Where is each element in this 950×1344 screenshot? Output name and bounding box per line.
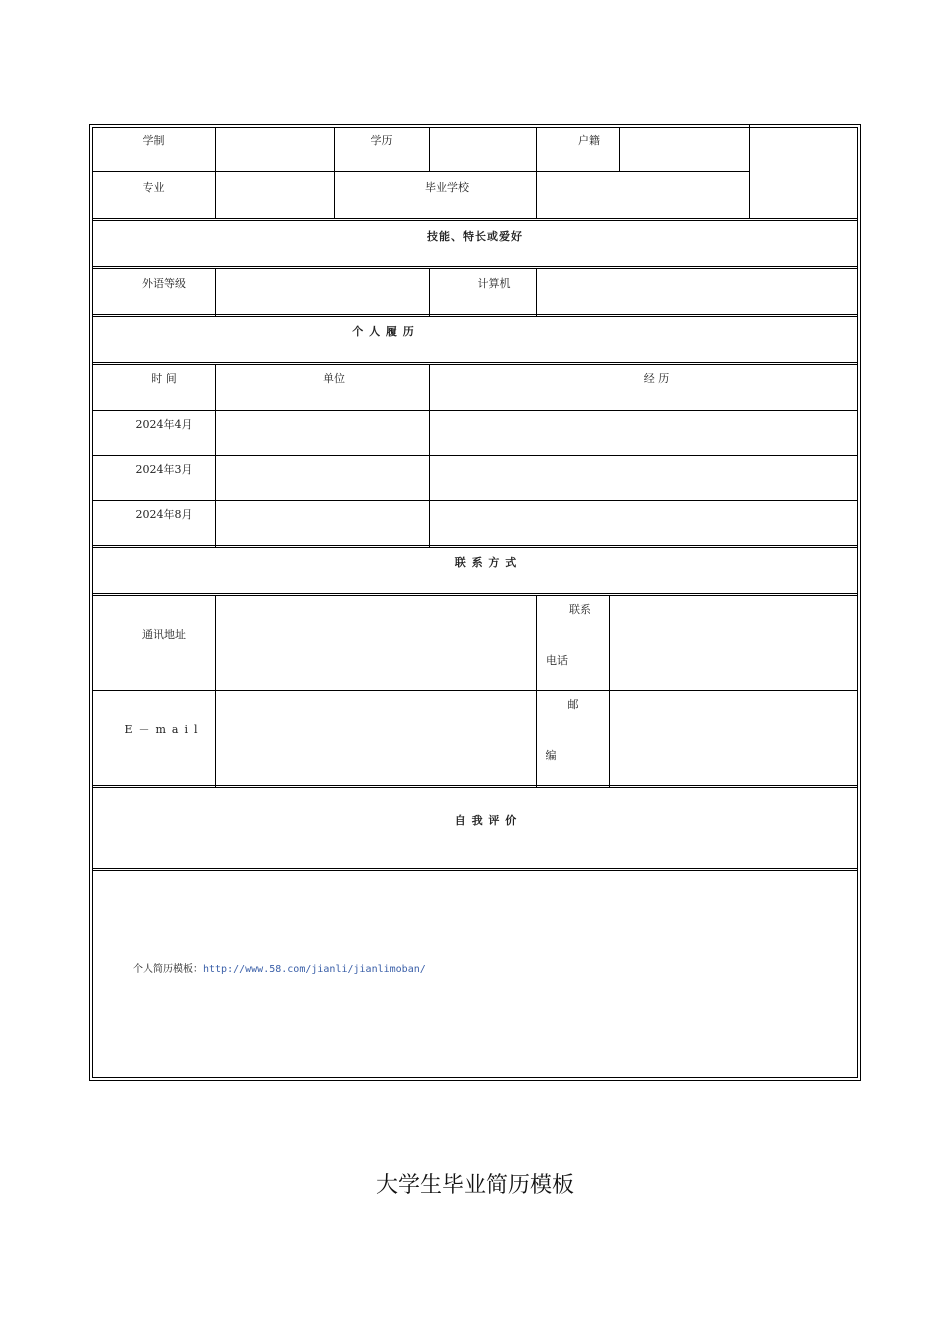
row-divider: [92, 690, 858, 691]
major-label: 专业: [142, 181, 165, 194]
graduate-school-label: 毕业学校: [425, 181, 469, 194]
phone-label-bottom: 电话: [546, 654, 568, 667]
skills-section-header: 技能、特长或爱好: [427, 230, 523, 243]
template-link-url[interactable]: http://www.58.com/jianli/jianlimoban/: [203, 964, 426, 975]
row-divider: [92, 410, 858, 411]
school-system-label: 学制: [142, 134, 165, 147]
postcode-label-top: 邮: [567, 698, 579, 711]
column-divider: [429, 127, 430, 172]
address-label: 通讯地址: [142, 628, 186, 641]
section-divider: [92, 593, 858, 596]
section-divider: [92, 362, 858, 365]
postcode-label-bottom: 编: [545, 749, 557, 762]
section-divider: [92, 314, 858, 317]
phone-label-top: 联系: [569, 603, 591, 616]
column-divider: [215, 595, 216, 787]
email-label: E－mail: [124, 723, 204, 736]
education-label: 学历: [370, 134, 393, 147]
template-link-label: 个人简历模板：: [133, 964, 203, 975]
hukou-label: 户籍: [578, 134, 600, 147]
column-divider: [536, 268, 537, 316]
personal-history-header: 个 人 履 历: [352, 325, 415, 338]
column-divider: [609, 595, 610, 787]
page-title: 大学生毕业简历模板: [375, 1173, 574, 1198]
self-evaluation-header: 自 我 评 价: [454, 814, 518, 827]
column-header-time: 时 间: [151, 372, 177, 385]
section-divider: [92, 266, 858, 269]
row-divider: [92, 455, 858, 456]
column-header-experience: 经 历: [643, 372, 670, 385]
section-divider: [92, 785, 858, 788]
column-divider: [215, 268, 216, 316]
template-link-line: [133, 960, 426, 975]
column-divider: [429, 364, 430, 547]
photo-box-divider: [749, 124, 750, 219]
section-divider: [92, 545, 858, 548]
column-header-unit: 单位: [323, 372, 345, 385]
computer-label: 计算机: [477, 277, 511, 290]
foreign-language-label: 外语等级: [142, 277, 186, 290]
section-divider: [92, 868, 858, 871]
column-divider: [429, 268, 430, 316]
history-row-time: 2024年4月: [135, 418, 193, 431]
history-row-time: 2024年8月: [135, 508, 193, 521]
column-divider: [536, 595, 537, 787]
resume-table-inner-border: [92, 127, 858, 1078]
contact-section-header: 联 系 方 式: [454, 556, 518, 569]
row-divider: [92, 171, 750, 172]
section-divider: [92, 218, 858, 221]
column-divider: [215, 127, 216, 219]
row-divider: [92, 500, 858, 501]
history-row-time: 2024年3月: [135, 463, 193, 476]
